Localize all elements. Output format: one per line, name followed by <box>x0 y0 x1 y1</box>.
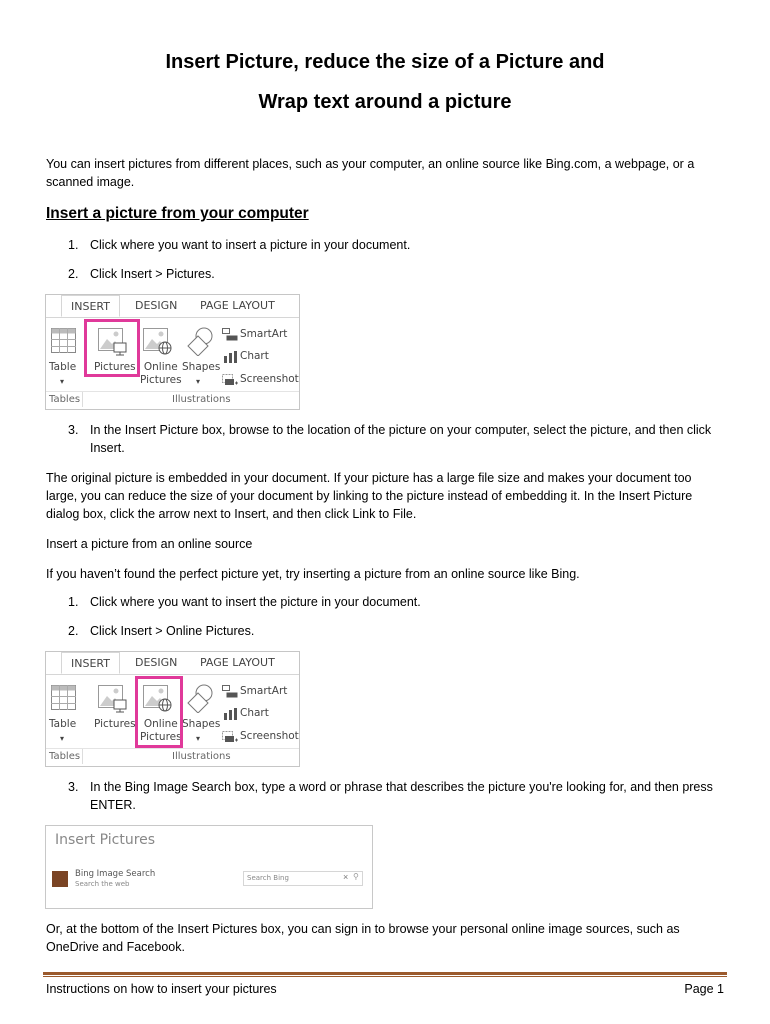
screenshot-icon <box>222 374 238 387</box>
ribbon-screenshot-online-pictures <box>45 651 300 767</box>
chart-button[interactable]: Chart <box>240 350 269 362</box>
footer-rule-thin <box>43 976 727 977</box>
shapes-dropdown-icon[interactable]: ▾ <box>196 734 201 743</box>
shapes-icon <box>185 326 215 356</box>
online-pictures-label-2: Pictures <box>140 374 182 386</box>
intro-paragraph: You can insert pictures from different places, such as your computer, an online source like Bing.com, a webpage, or a scanned image. <box>46 157 695 189</box>
search-placeholder: Search Bing <box>247 874 289 882</box>
list-item <box>68 622 728 640</box>
online-pictures-label-2: Pictures <box>140 731 182 743</box>
list-text: Click where you want to insert the picture in your document. <box>90 595 421 609</box>
smartart-icon <box>222 328 238 341</box>
page-title-line-1: Insert Picture, reduce the size of a Picture and <box>165 51 605 73</box>
online-pictures-label-1: Online <box>143 718 178 730</box>
insert-pictures-dialog <box>45 825 373 909</box>
tab-insert[interactable]: INSERT <box>61 652 120 674</box>
list-item <box>68 593 728 611</box>
embedded-paragraph: The original picture is embedded in your document. If your picture has a large file size and makes your document too large, you can reduce the size of your document by linking to the picture instead of embedding it. In the Insert Picture dialog box, click the arrow next to Insert, and then click Link to File. <box>46 471 693 521</box>
group-tables-label: Tables <box>49 394 81 405</box>
page-title-line-2: Wrap text around a picture <box>258 91 512 113</box>
list-item <box>68 778 728 814</box>
group-divider <box>46 391 299 392</box>
list-text: Click Insert > Pictures. <box>90 267 215 281</box>
chart-button[interactable]: Chart <box>240 707 269 719</box>
group-illustrations-label: Illustrations <box>172 394 231 405</box>
tab-insert[interactable]: INSERT <box>61 295 120 317</box>
clear-icon[interactable]: × <box>343 872 349 882</box>
list-number: 2. <box>68 624 79 638</box>
chart-icon <box>224 351 238 363</box>
group-illustrations-label: Illustrations <box>172 751 231 762</box>
search-icon[interactable]: ⚲ <box>353 872 359 881</box>
shapes-button[interactable]: Shapes <box>182 718 221 730</box>
footer-left: Instructions on how to insert your pictures <box>46 982 277 996</box>
list-text: In the Insert Picture box, browse to the location of the picture on your computer, select the picture, and then click Insert. <box>90 423 712 455</box>
ribbon-tabs <box>46 295 299 318</box>
smartart-button[interactable]: SmartArt <box>240 328 288 340</box>
footer-rule <box>43 972 727 975</box>
pictures-button[interactable]: Pictures <box>94 718 136 730</box>
list-number: 1. <box>68 595 79 609</box>
chart-icon <box>224 708 238 720</box>
tab-page-layout[interactable]: PAGE LAYOUT <box>200 299 275 312</box>
dialog-title: Insert Pictures <box>55 832 156 848</box>
signin-paragraph: Or, at the bottom of the Insert Pictures box, you can sign in to browse your personal online image sources, such as OneDrive and Facebook. <box>46 922 680 954</box>
table-dropdown-icon[interactable]: ▾ <box>60 734 65 743</box>
table-dropdown-icon[interactable]: ▾ <box>60 377 65 386</box>
tab-page-layout[interactable]: PAGE LAYOUT <box>200 656 275 669</box>
footer-page-number: Page 1 <box>684 982 724 996</box>
list-item <box>68 236 728 254</box>
section-heading-computer: Insert a picture from your computer <box>46 205 309 222</box>
list-number: 3. <box>68 423 79 437</box>
group-tables-label: Tables <box>49 751 81 762</box>
bing-image-search-label: Bing Image Search <box>75 869 156 879</box>
shapes-icon <box>185 683 215 713</box>
tab-design[interactable]: DESIGN <box>135 656 178 669</box>
list-text: Click Insert > Online Pictures. <box>90 624 255 638</box>
online-source-intro: If you haven’t found the perfect picture yet, try inserting a picture from an online source like Bing. <box>46 567 580 581</box>
group-divider <box>46 748 299 749</box>
smartart-icon <box>222 685 238 698</box>
table-button[interactable]: Table <box>49 718 77 730</box>
tab-design[interactable]: DESIGN <box>135 299 178 312</box>
list-number: 2. <box>68 267 79 281</box>
list-number: 3. <box>68 780 79 794</box>
screenshot-icon <box>222 731 238 744</box>
list-item <box>68 265 728 283</box>
list-text: Click where you want to insert a picture in your document. <box>90 238 411 252</box>
bing-search-input[interactable] <box>243 871 363 886</box>
smartart-button[interactable]: SmartArt <box>240 685 288 697</box>
online-pictures-label-1: Online <box>143 361 178 373</box>
list-number: 1. <box>68 238 79 252</box>
shapes-dropdown-icon[interactable]: ▾ <box>196 377 201 386</box>
ribbon-screenshot-pictures <box>45 294 300 410</box>
list-text: In the Bing Image Search box, type a word or phrase that describes the picture you're looking for, and then press ENTER. <box>90 780 713 812</box>
highlight-pictures <box>84 319 140 377</box>
group-separator <box>82 392 83 407</box>
shapes-button[interactable]: Shapes <box>182 361 221 373</box>
table-button[interactable]: Table <box>49 361 77 373</box>
bing-logo-icon <box>52 871 68 887</box>
search-the-web-label: Search the web <box>75 880 130 888</box>
ribbon-tabs <box>46 652 299 675</box>
screenshot-button[interactable]: Screenshot <box>240 373 299 385</box>
online-picture-icon <box>143 328 173 356</box>
highlight-online-pictures <box>135 676 183 748</box>
table-icon <box>51 328 76 353</box>
picture-icon <box>98 685 128 713</box>
table-icon <box>51 685 76 710</box>
screenshot-button[interactable]: Screenshot <box>240 730 299 742</box>
group-separator <box>82 749 83 764</box>
online-source-heading: Insert a picture from an online source <box>46 537 253 551</box>
online-pictures-button[interactable] <box>140 361 182 387</box>
list-item <box>68 421 728 457</box>
pictures-button[interactable]: Pictures <box>94 361 136 373</box>
